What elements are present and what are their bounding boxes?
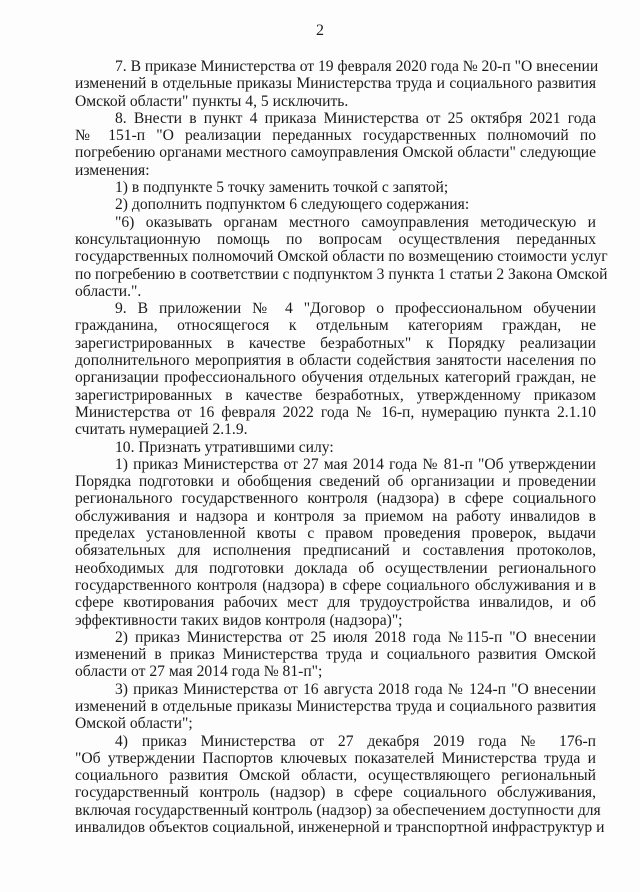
- text-line: зарегистрированных в качестве безработных, утвержденному приказом: [75, 386, 596, 404]
- document-body: [75, 58, 608, 837]
- text-line: считать нумерацией 2.1.9.: [75, 421, 248, 439]
- text-line: социального развития Омской области, осуществляющего региональный: [75, 767, 596, 785]
- text-line: "Об утверждении Паспортов ключевых показателей Министерства труда и: [75, 749, 596, 767]
- text-line: области от 27 мая 2014 года № 81-п";: [75, 663, 323, 681]
- text-line: Порядка подготовки и обобщения сведений об организации и проведении: [75, 473, 596, 491]
- text-line: 1) приказ Министерства от 27 мая 2014 года № 81-п "Об утверждении: [115, 455, 596, 473]
- text-line: инвалидов объектов социальной, инженерной и транспортной инфраструктур и: [75, 819, 605, 837]
- text-line: обязательных для исполнения предписаний и составления протоколов,: [75, 542, 596, 560]
- text-line: 10. Признать утратившими силу:: [115, 438, 334, 456]
- text-line: изменения:: [75, 161, 150, 179]
- text-line: погребению органами местного самоуправления Омской области" следующие: [75, 144, 596, 162]
- text-line: Омской области" пункты 4, 5 исключить.: [75, 92, 349, 110]
- text-line: Министерства от 16 февраля 2022 года № 16-п, нумерацию пункта 2.1.10: [75, 403, 596, 421]
- text-line: эффективности таких видов контроля (надзора)";: [75, 611, 403, 629]
- text-line: Омской области";: [75, 715, 193, 733]
- text-line: регионального государственного контроля (надзора) в сфере социального: [75, 490, 596, 508]
- text-line: государственного контроля (надзора) в сфере социального обслуживания и в: [75, 576, 596, 594]
- text-line: 2) приказ Министерства от 25 июля 2018 года №115-п "О внесении: [115, 628, 596, 646]
- text-line: гражданина, относящегося к отдельным категориям граждан, не: [75, 317, 596, 335]
- text-line: государственный контроль (надзор) в сфере социального обслуживания,: [75, 784, 596, 802]
- text-line: 3) приказ Министерства от 16 августа 2018 года № 124-п "О внесении: [115, 680, 596, 698]
- text-line: 9. В приложении № 4 "Договор о профессиональном обучении: [115, 300, 596, 318]
- text-line: № 151-п "О реализации переданных государственных полномочий по: [75, 127, 596, 145]
- text-line: "6) оказывать органам местного самоуправления методическую и: [115, 213, 596, 231]
- text-line: изменений в отдельные приказы Министерства труда и социального развития: [75, 75, 596, 93]
- text-line: 8. Внести в пункт 4 приказа Министерства от 25 октября 2021 года: [115, 109, 596, 127]
- text-line: зарегистрированных в качестве безработных" к Порядку реализации: [75, 334, 596, 352]
- text-line: изменений в приказ Министерства труда и социального развития Омской: [75, 646, 596, 664]
- page-number: 2: [316, 22, 324, 39]
- text-line: обслуживания и надзора и контроля за приемом на работу инвалидов в: [75, 507, 596, 525]
- text-line: 2) дополнить подпунктом 6 следующего содержания:: [115, 196, 470, 214]
- text-line: необходимых для подготовки доклада об осуществлении регионального: [75, 559, 596, 577]
- text-line: дополнительного мероприятия в области содействия занятости населения по: [75, 352, 596, 370]
- text-line: консультационную помощь по вопросам осуществления переданных: [75, 230, 596, 248]
- text-line: организации профессионального обучения отдельных категорий граждан, не: [75, 369, 596, 387]
- text-line: включая государственный контроль (надзор) за обеспечением доступности для: [75, 801, 601, 819]
- text-line: сфере квотирования рабочих мест для трудоустройства инвалидов, и об: [75, 594, 596, 612]
- text-line: по погребению в соответствии с подпунктом 3 пункта 1 статьи 2 Закона Омской: [75, 265, 608, 283]
- text-line: 7. В приказе Министерства от 19 февраля 2020 года № 20-п "О внесении: [115, 58, 599, 75]
- text-line: изменений в отдельные приказы Министерства труда и социального развития: [75, 697, 596, 715]
- text-line: области.".: [75, 282, 142, 300]
- text-line: пределах установленной квоты с правом проведения проверок, выдачи: [75, 525, 596, 543]
- text-line: 1) в подпункте 5 точку заменить точкой с запятой;: [115, 179, 449, 197]
- text-line: государственных полномочий Омской области по возмещению стоимости услуг: [75, 248, 608, 266]
- text-line: 4) приказ Министерства от 27 декабря 2019 года № 176-п: [115, 732, 596, 750]
